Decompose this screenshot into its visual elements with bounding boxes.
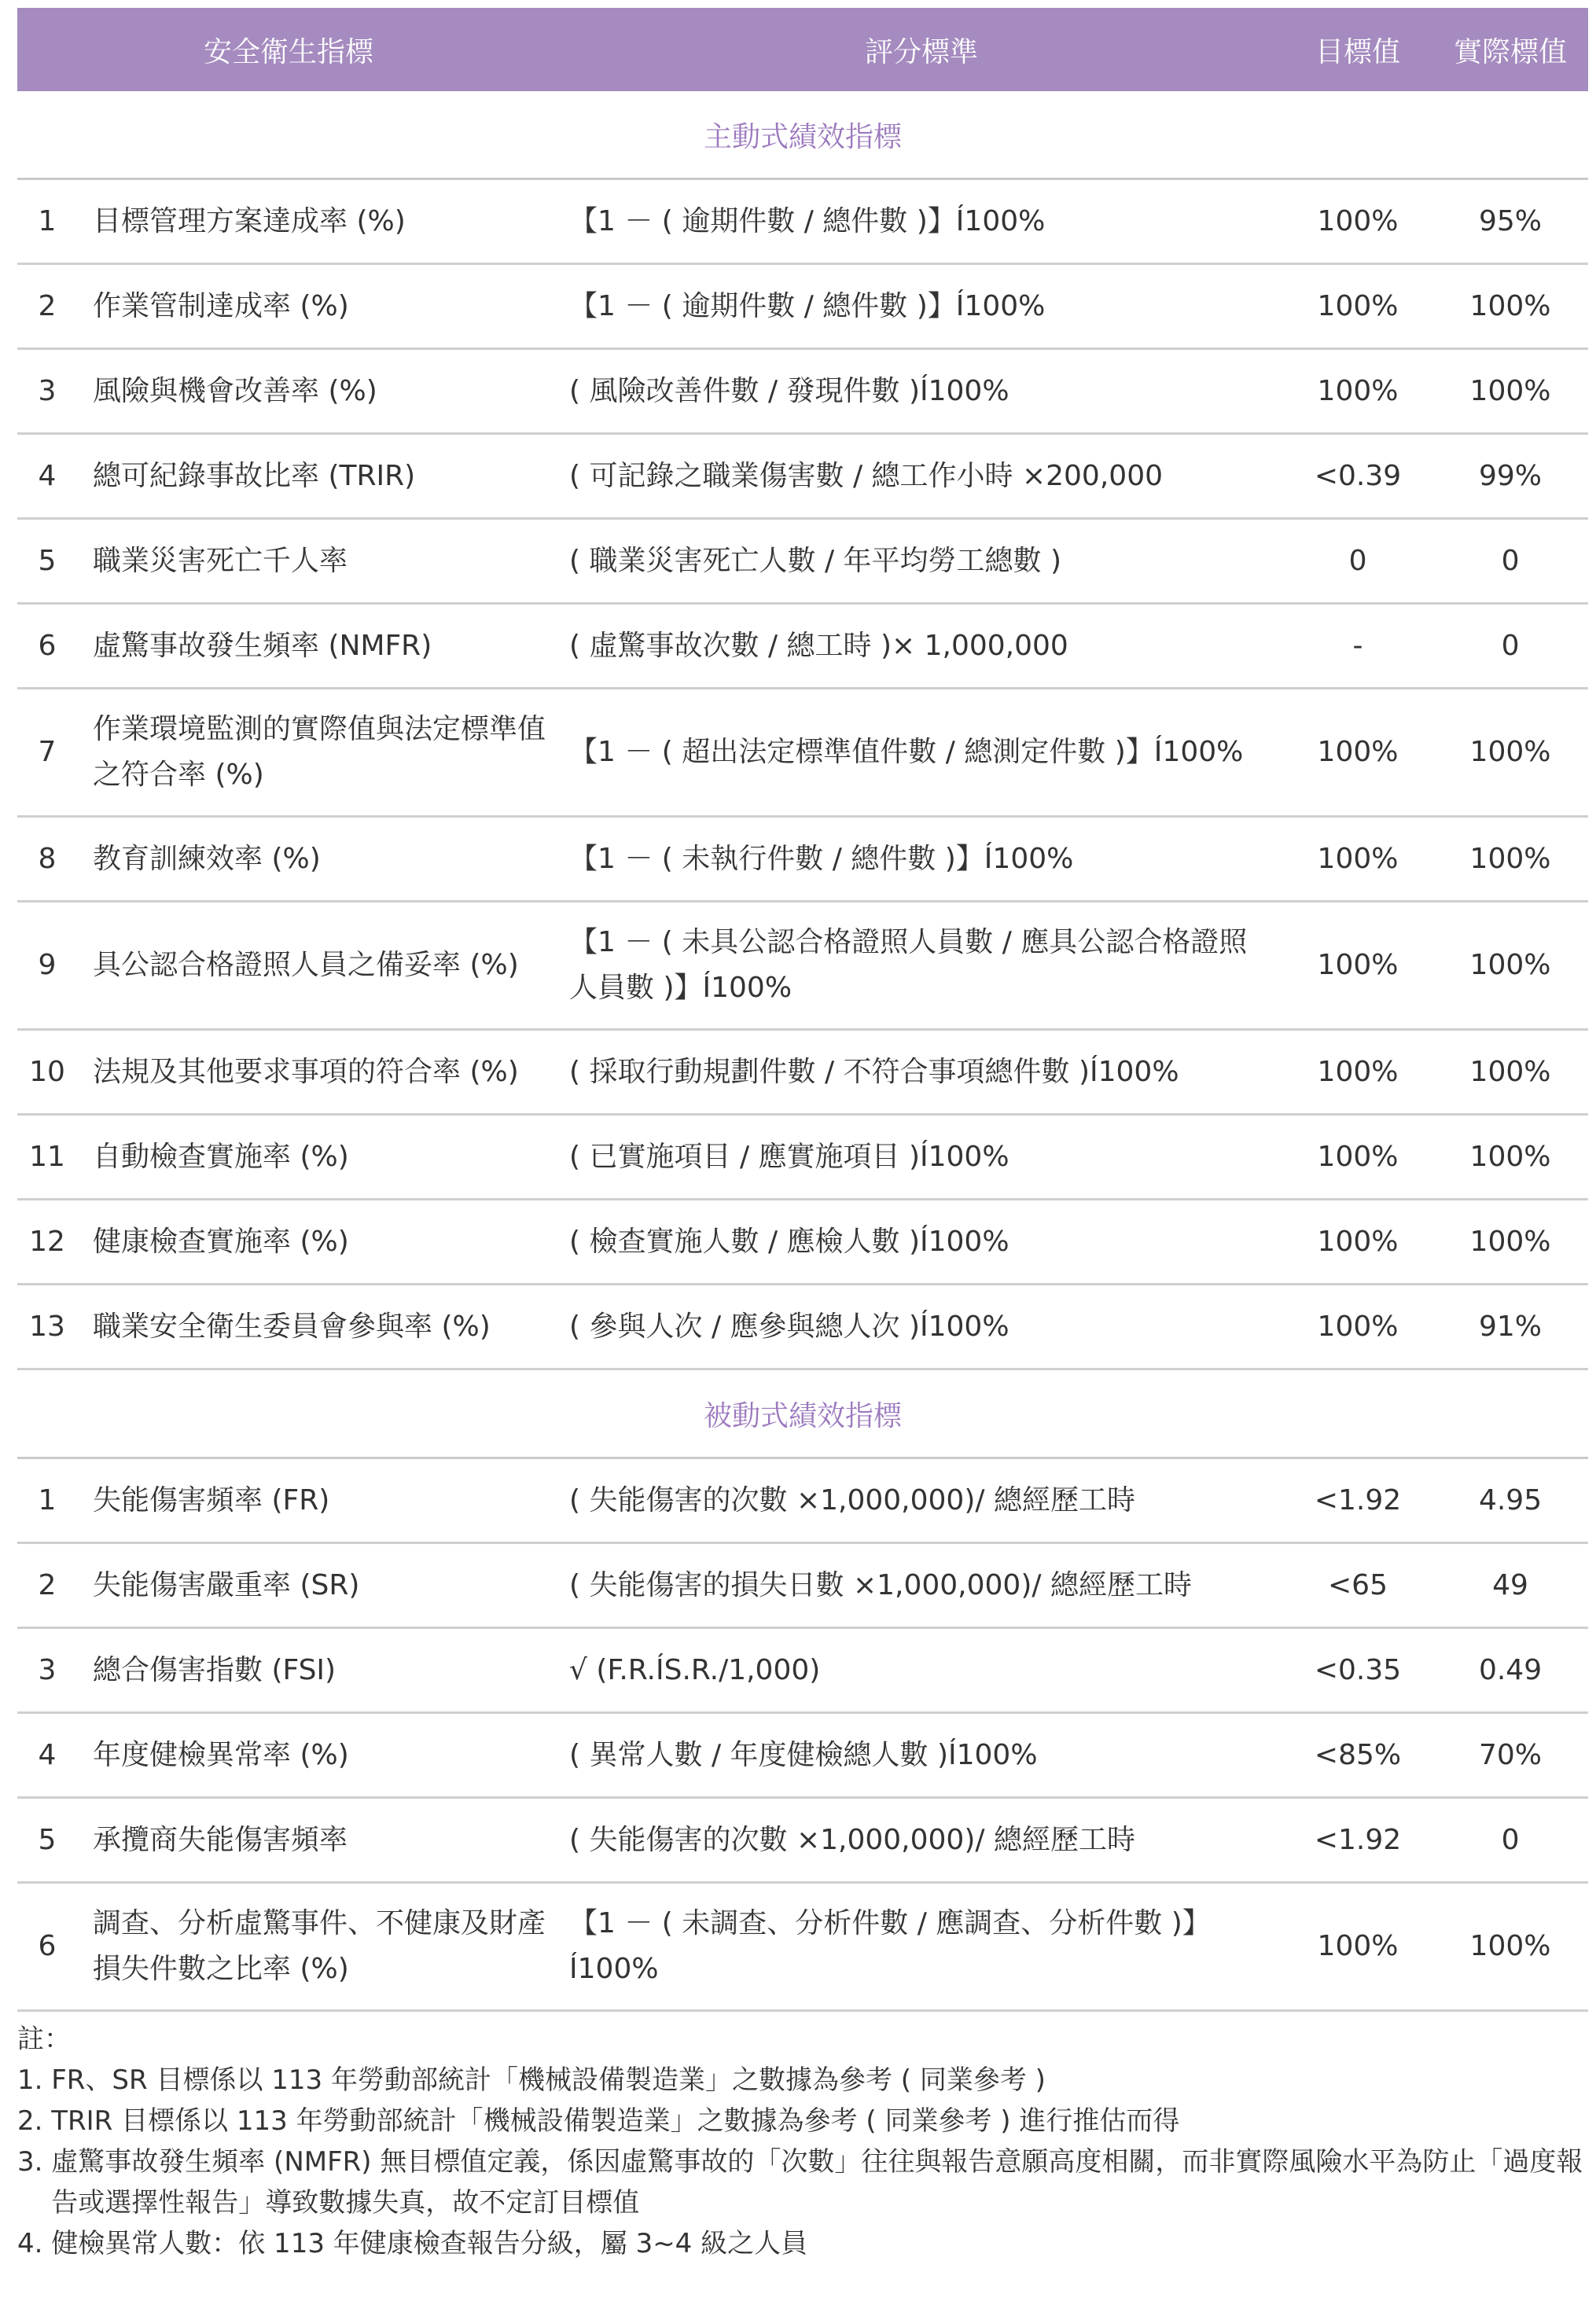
header-standard: 評分標準 (560, 8, 1283, 91)
target-value: 100% (1283, 902, 1432, 1030)
note-number: 2. (17, 2105, 52, 2137)
scoring-standard: ( 已實施項目 / 應實施項目 )Í100% (560, 1115, 1283, 1200)
table-row (17, 689, 1588, 817)
header-target: 目標值 (1283, 8, 1432, 91)
note-item (17, 2141, 1588, 2223)
row-number: 5 (17, 1798, 77, 1883)
indicator-name: 作業環境監測的實際值與法定標準值之符合率 (%) (77, 689, 560, 817)
table-row (17, 1798, 1588, 1883)
section-header-row (17, 91, 1588, 179)
table-row (17, 1883, 1588, 2011)
actual-value: 100% (1432, 264, 1588, 349)
scoring-standard: 【1 － ( 超出法定標準值件數 / 總測定件數 )】Í100% (560, 689, 1283, 817)
scoring-standard: ( 可記錄之職業傷害數 / 總工作小時 ×200,000 (560, 434, 1283, 519)
indicator-name: 健康檢查實施率 (%) (77, 1200, 560, 1285)
row-number: 9 (17, 902, 77, 1030)
actual-value: 4.95 (1432, 1458, 1588, 1543)
target-value: 100% (1283, 1883, 1432, 2011)
note-number: 1. (17, 2064, 52, 2096)
table-row (17, 179, 1588, 264)
target-value: <65 (1283, 1543, 1432, 1628)
row-number: 4 (17, 434, 77, 519)
indicator-name: 法規及其他要求事項的符合率 (%) (77, 1030, 560, 1115)
indicator-name: 失能傷害頻率 (FR) (77, 1458, 560, 1543)
scoring-standard: ( 失能傷害的損失日數 ×1,000,000)/ 總經歷工時 (560, 1543, 1283, 1628)
notes (17, 2019, 1588, 2264)
note-text: TRIR 目標係以 113 年勞動部統計「機械設備製造業」之數據為參考 ( 同業參考 ) 進行推估而得 (51, 2105, 1180, 2137)
notes-list (17, 2060, 1588, 2264)
actual-value: 100% (1432, 1883, 1588, 2011)
indicator-name: 風險與機會改善率 (%) (77, 349, 560, 434)
note-item (17, 2060, 1588, 2101)
table-row (17, 434, 1588, 519)
scoring-standard: ( 參與人次 / 應參與總人次 )Í100% (560, 1285, 1283, 1369)
actual-value: 100% (1432, 349, 1588, 434)
header-actual: 實際標值 (1432, 8, 1588, 91)
indicator-name: 調查、分析虛驚事件、不健康及財產損失件數之比率 (%) (77, 1883, 560, 2011)
actual-value: 100% (1432, 902, 1588, 1030)
note-text: FR、SR 目標係以 113 年勞動部統計「機械設備製造業」之數據為參考 ( 同業參考 ) (51, 2064, 1046, 2096)
header-indicator: 安全衛生指標 (17, 8, 560, 91)
table-row (17, 519, 1588, 604)
target-value: <0.35 (1283, 1628, 1432, 1713)
note-item (17, 2101, 1588, 2141)
target-value: 100% (1283, 817, 1432, 902)
scoring-standard: ( 風險改善件數 / 發現件數 )Í100% (560, 349, 1283, 434)
section-header-row (17, 1369, 1588, 1458)
table-row (17, 1285, 1588, 1369)
scoring-standard: 【1 － ( 未調查、分析件數 / 應調查、分析件數 )】Í100% (560, 1883, 1283, 2011)
target-value: <0.39 (1283, 434, 1432, 519)
table-row (17, 1713, 1588, 1798)
indicator-name: 職業災害死亡千人率 (77, 519, 560, 604)
scoring-standard: ( 失能傷害的次數 ×1,000,000)/ 總經歷工時 (560, 1798, 1283, 1883)
table-row (17, 1458, 1588, 1543)
scoring-standard: ( 採取行動規劃件數 / 不符合事項總件數 )Í100% (560, 1030, 1283, 1115)
scoring-standard: 【1 － ( 未執行件數 / 總件數 )】Í100% (560, 817, 1283, 902)
table-header-row (17, 8, 1588, 91)
notes-title: 註： (17, 2024, 71, 2055)
actual-value: 0.49 (1432, 1628, 1588, 1713)
actual-value: 0 (1432, 1798, 1588, 1883)
safety-health-indicator-table (17, 8, 1588, 2012)
row-number: 5 (17, 519, 77, 604)
row-number: 8 (17, 817, 77, 902)
target-value: 100% (1283, 179, 1432, 264)
indicator-name: 具公認合格證照人員之備妥率 (%) (77, 902, 560, 1030)
row-number: 6 (17, 604, 77, 689)
target-value: 100% (1283, 1030, 1432, 1115)
indicator-table-container (17, 8, 1588, 2012)
table-row (17, 1030, 1588, 1115)
row-number: 6 (17, 1883, 77, 2011)
row-number: 3 (17, 1628, 77, 1713)
scoring-standard: 【1 － ( 逾期件數 / 總件數 )】Í100% (560, 264, 1283, 349)
table-row (17, 1628, 1588, 1713)
target-value: <1.92 (1283, 1798, 1432, 1883)
indicator-name: 虛驚事故發生頻率 (NMFR) (77, 604, 560, 689)
target-value: <85% (1283, 1713, 1432, 1798)
actual-value: 100% (1432, 1115, 1588, 1200)
note-text: 健檢異常人數：依 113 年健康檢查報告分級，屬 3~4 級之人員 (51, 2228, 808, 2259)
table-row (17, 1115, 1588, 1200)
row-number: 1 (17, 1458, 77, 1543)
target-value: <1.92 (1283, 1458, 1432, 1543)
table-row (17, 604, 1588, 689)
actual-value: 0 (1432, 604, 1588, 689)
actual-value: 99% (1432, 434, 1588, 519)
row-number: 2 (17, 264, 77, 349)
section-title: 主動式績效指標 (17, 91, 1588, 179)
indicator-name: 總可紀錄事故比率 (TRIR) (77, 434, 560, 519)
actual-value: 100% (1432, 1200, 1588, 1285)
row-number: 12 (17, 1200, 77, 1285)
section-title: 被動式績效指標 (17, 1369, 1588, 1458)
row-number: 1 (17, 179, 77, 264)
indicator-name: 承攬商失能傷害頻率 (77, 1798, 560, 1883)
row-number: 10 (17, 1030, 77, 1115)
scoring-standard: √ (F.R.ÍS.R./1,000) (560, 1628, 1283, 1713)
table-body (17, 91, 1588, 2011)
table-row (17, 1200, 1588, 1285)
scoring-standard: ( 異常人數 / 年度健檢總人數 )Í100% (560, 1713, 1283, 1798)
indicator-name: 年度健檢異常率 (%) (77, 1713, 560, 1798)
note-item (17, 2223, 1588, 2264)
scoring-standard: ( 失能傷害的次數 ×1,000,000)/ 總經歷工時 (560, 1458, 1283, 1543)
actual-value: 70% (1432, 1713, 1588, 1798)
row-number: 4 (17, 1713, 77, 1798)
actual-value: 100% (1432, 1030, 1588, 1115)
actual-value: 100% (1432, 817, 1588, 902)
target-value: 100% (1283, 1115, 1432, 1200)
indicator-name: 目標管理方案達成率 (%) (77, 179, 560, 264)
actual-value: 91% (1432, 1285, 1588, 1369)
actual-value: 0 (1432, 519, 1588, 604)
row-number: 3 (17, 349, 77, 434)
actual-value: 49 (1432, 1543, 1588, 1628)
table-row (17, 1543, 1588, 1628)
indicator-name: 總合傷害指數 (FSI) (77, 1628, 560, 1713)
target-value: 0 (1283, 519, 1432, 604)
actual-value: 100% (1432, 689, 1588, 817)
row-number: 11 (17, 1115, 77, 1200)
target-value: 100% (1283, 689, 1432, 817)
row-number: 13 (17, 1285, 77, 1369)
note-number: 4. (17, 2228, 52, 2259)
row-number: 7 (17, 689, 77, 817)
indicator-name: 失能傷害嚴重率 (SR) (77, 1543, 560, 1628)
actual-value: 95% (1432, 179, 1588, 264)
target-value: - (1283, 604, 1432, 689)
indicator-name: 作業管制達成率 (%) (77, 264, 560, 349)
note-number: 3. (17, 2146, 52, 2178)
scoring-standard: ( 檢查實施人數 / 應檢人數 )Í100% (560, 1200, 1283, 1285)
indicator-name: 職業安全衛生委員會參與率 (%) (77, 1285, 560, 1369)
scoring-standard: 【1 － ( 逾期件數 / 總件數 )】Í100% (560, 179, 1283, 264)
row-number: 2 (17, 1543, 77, 1628)
table-row (17, 264, 1588, 349)
target-value: 100% (1283, 1285, 1432, 1369)
indicator-name: 教育訓練效率 (%) (77, 817, 560, 902)
target-value: 100% (1283, 349, 1432, 434)
target-value: 100% (1283, 1200, 1432, 1285)
target-value: 100% (1283, 264, 1432, 349)
table-row (17, 349, 1588, 434)
scoring-standard: ( 職業災害死亡人數 / 年平均勞工總數 ) (560, 519, 1283, 604)
indicator-name: 自動檢查實施率 (%) (77, 1115, 560, 1200)
table-row (17, 902, 1588, 1030)
table-row (17, 817, 1588, 902)
scoring-standard: 【1 － ( 未具公認合格證照人員數 / 應具公認合格證照人員數 )】Í100% (560, 902, 1283, 1030)
note-text: 虛驚事故發生頻率 (NMFR) 無目標值定義，係因虛驚事故的「次數」往往與報告意願高度相關，而非實際風險水平為防止「過度報告或選擇性報告」導致數據失真，故不定訂目標值 (51, 2146, 1583, 2219)
scoring-standard: ( 虛驚事故次數 / 總工時 )× 1,000,000 (560, 604, 1283, 689)
